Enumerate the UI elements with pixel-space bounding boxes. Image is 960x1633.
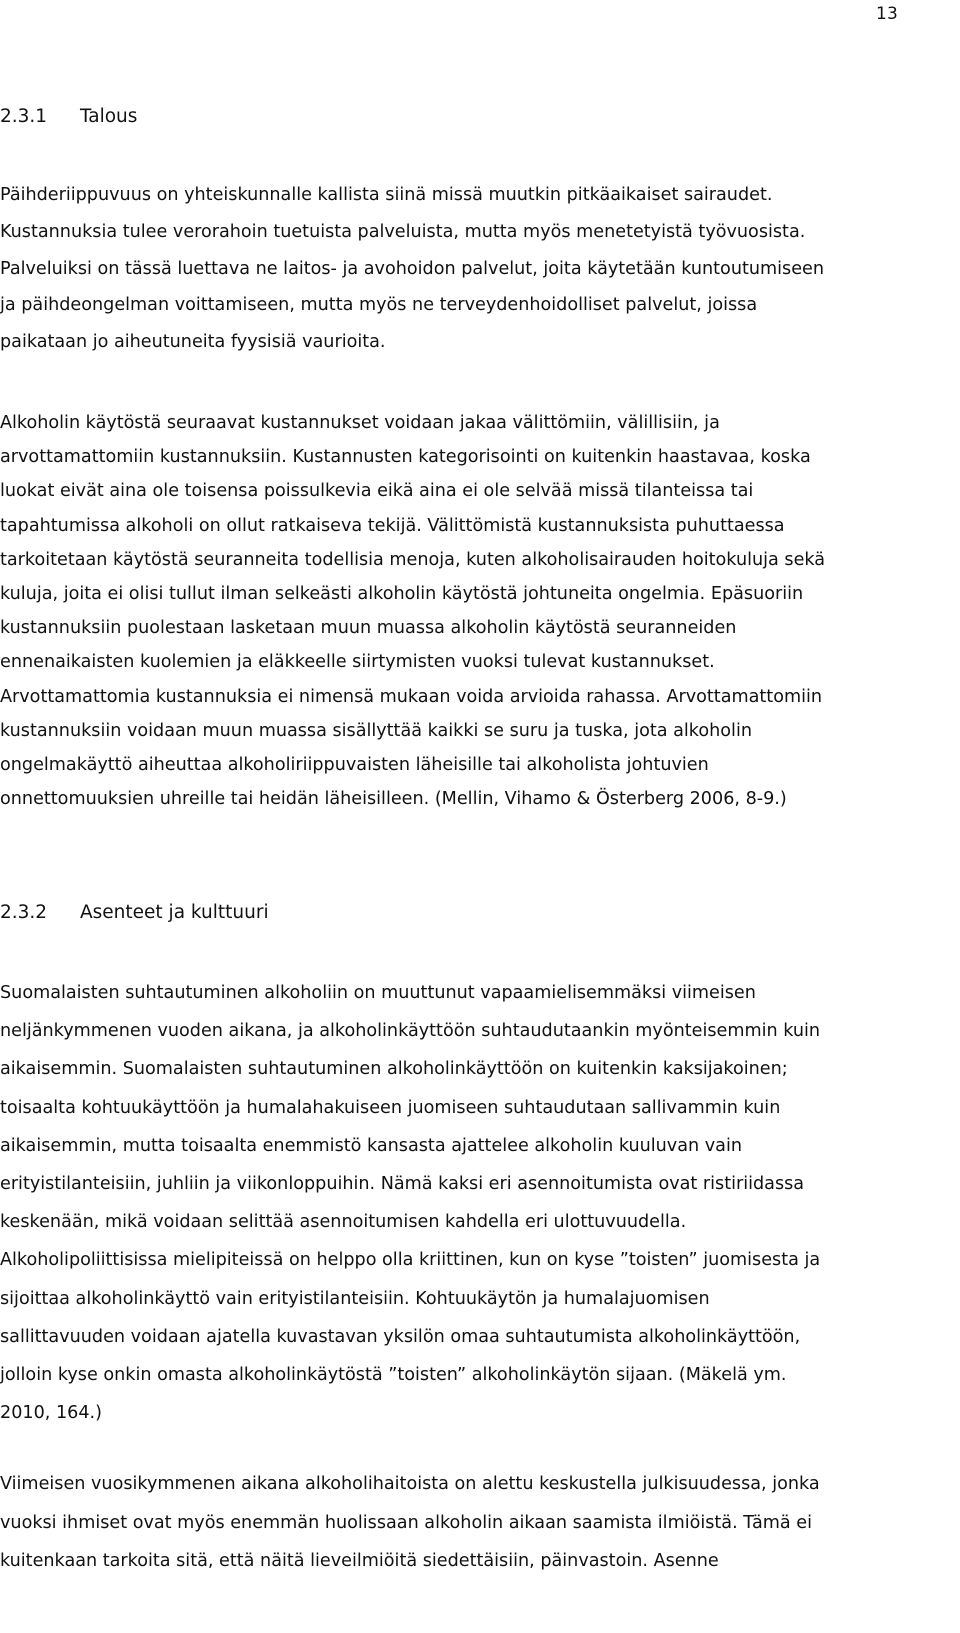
text-line: kuluja, joita ei olisi tullut ilman selkeästi alkoholin käytöstä johtuneita ongelmia. Epäsuoriin bbox=[0, 584, 804, 605]
text-line: Kustannuksia tulee verorahoin tuetuista palveluista, mutta myös menetetyistä työvuosista. bbox=[0, 221, 806, 242]
text-line: kustannuksiin voidaan muun muassa sisällyttää kaikki se suru ja tuska, jota alkoholin bbox=[0, 720, 752, 741]
section-heading-talous bbox=[0, 105, 137, 129]
text-line: Suomalaisten suhtautuminen alkoholiin on muuttunut vapaamielisemmäksi viimeisen bbox=[0, 983, 756, 1003]
section-title: Talous bbox=[80, 106, 138, 127]
text-line: kuitenkaan tarkoita sitä, että näitä lieveilmiöitä siedettäisiin, päinvastoin. Asenne bbox=[0, 1551, 719, 1571]
text-line: tapahtumissa alkoholi on ollut ratkaiseva tekijä. Välittömistä kustannuksista puhuttaessa bbox=[0, 515, 785, 536]
text-line: jolloin kyse onkin omasta alkoholinkäytöstä ”toisten” alkoholinkäytön sijaan. (Mäkelä ym. bbox=[0, 1365, 787, 1386]
text-line: Palveluiksi on tässä luettava ne laitos- ja avohoidon palvelut, joita käytetään kuntoutumiseen bbox=[0, 258, 825, 279]
text-line: neljänkymmenen vuoden aikana, ja alkoholinkäyttöön suhtaudutaankin myönteisemmin kuin bbox=[0, 1021, 821, 1042]
text-line: Arvottamattomia kustannuksia ei nimensä mukaan voida arvioida rahassa. Arvottamattomiin bbox=[0, 686, 823, 707]
text-line: ongelmakäyttö aiheuttaa alkoholiriippuvaisten läheisille tai alkoholista johtuvien bbox=[0, 755, 709, 776]
text-line: Alkoholipoliittisissa mielipiteissä on helppo olla kriittinen, kun on kyse ”toisten” juomisesta ja bbox=[0, 1250, 821, 1271]
text-line: tarkoitetaan käytöstä seuranneita todellisia menoja, kuten alkoholisairauden hoitokuluja sekä bbox=[0, 549, 826, 570]
text-line: paikataan jo aiheutuneita fyysisiä vaurioita. bbox=[0, 332, 386, 353]
text-line: aikaisemmin, mutta toisaalta enemmistö kansasta ajattelee alkoholin kuuluvan vain bbox=[0, 1135, 742, 1156]
text-line: luokat eivät aina ole toisensa poissulkevia eikä aina ei ole selvää missä tilanteissa tai bbox=[0, 481, 754, 502]
text-line: erityistilanteisiin, juhliin ja viikonloppuihin. Nämä kaksi eri asennoitumista ovat ristiriidassa bbox=[0, 1174, 805, 1195]
section-heading-asenteet bbox=[0, 901, 269, 925]
section-number: 2.3.1 bbox=[0, 106, 48, 127]
page-number: 13 bbox=[875, 4, 898, 24]
paragraph bbox=[0, 177, 930, 361]
text-line: Viimeisen vuosikymmenen aikana alkoholihaitoista on alettu keskustella julkisuudessa, jonka bbox=[0, 1474, 820, 1494]
text-line: ja päihdeongelman voittamiseen, mutta myös ne terveydenhoidolliset palvelut, joissa bbox=[0, 295, 758, 316]
text-line: sijoittaa alkoholinkäyttö vain erityistilanteisiin. Kohtuukäytön ja humalajuomisen bbox=[0, 1288, 710, 1309]
text-line: aikaisemmin. Suomalaisten suhtautuminen alkoholinkäyttöön on kuitenkin kaksijakoinen; bbox=[0, 1059, 788, 1080]
section-number: 2.3.2 bbox=[0, 902, 48, 923]
text-line: kustannuksiin puolestaan lasketaan muun muassa alkoholin käytöstä seuranneiden bbox=[0, 618, 737, 639]
text-line: toisaalta kohtuukäyttöön ja humalahakuiseen juomiseen suhtaudutaan sallivammin kuin bbox=[0, 1097, 781, 1118]
paragraph bbox=[0, 406, 930, 816]
text-line: 2010, 164.) bbox=[0, 1403, 102, 1424]
section-title: Asenteet ja kulttuuri bbox=[80, 902, 269, 923]
text-line: keskenään, mikä voidaan selittää asennoitumisen kahdella eri ulottuvuudella. bbox=[0, 1212, 687, 1233]
text-line: ennenaikaisten kuolemien ja eläkkeelle siirtymisten vuoksi tulevat kustannukset. bbox=[0, 652, 715, 673]
text-line: arvottamattomiin kustannuksiin. Kustannusten kategorisointi on kuitenkin haastavaa, koska bbox=[0, 447, 811, 468]
paragraph bbox=[0, 974, 930, 1432]
text-line: Alkoholin käytöstä seuraavat kustannukset voidaan jakaa välittömiin, välillisiin, ja bbox=[0, 413, 720, 433]
text-line: vuoksi ihmiset ovat myös enemmän huolissaan alkoholin aikaan saamista ilmiöistä. Tämä ei bbox=[0, 1512, 812, 1533]
text-line: onnettomuuksien uhreille tai heidän läheisilleen. (Mellin, Vihamo & Österberg 2006, 8-9.) bbox=[0, 789, 787, 810]
text-line: sallittavuuden voidaan ajatella kuvastavan yksilön omaa suhtautumista alkoholinkäyttöön, bbox=[0, 1326, 801, 1347]
paragraph bbox=[0, 1465, 930, 1581]
text-line: Päihderiippuvuus on yhteiskunnalle kallista siinä missä muutkin pitkäaikaiset sairaudet. bbox=[0, 185, 773, 205]
